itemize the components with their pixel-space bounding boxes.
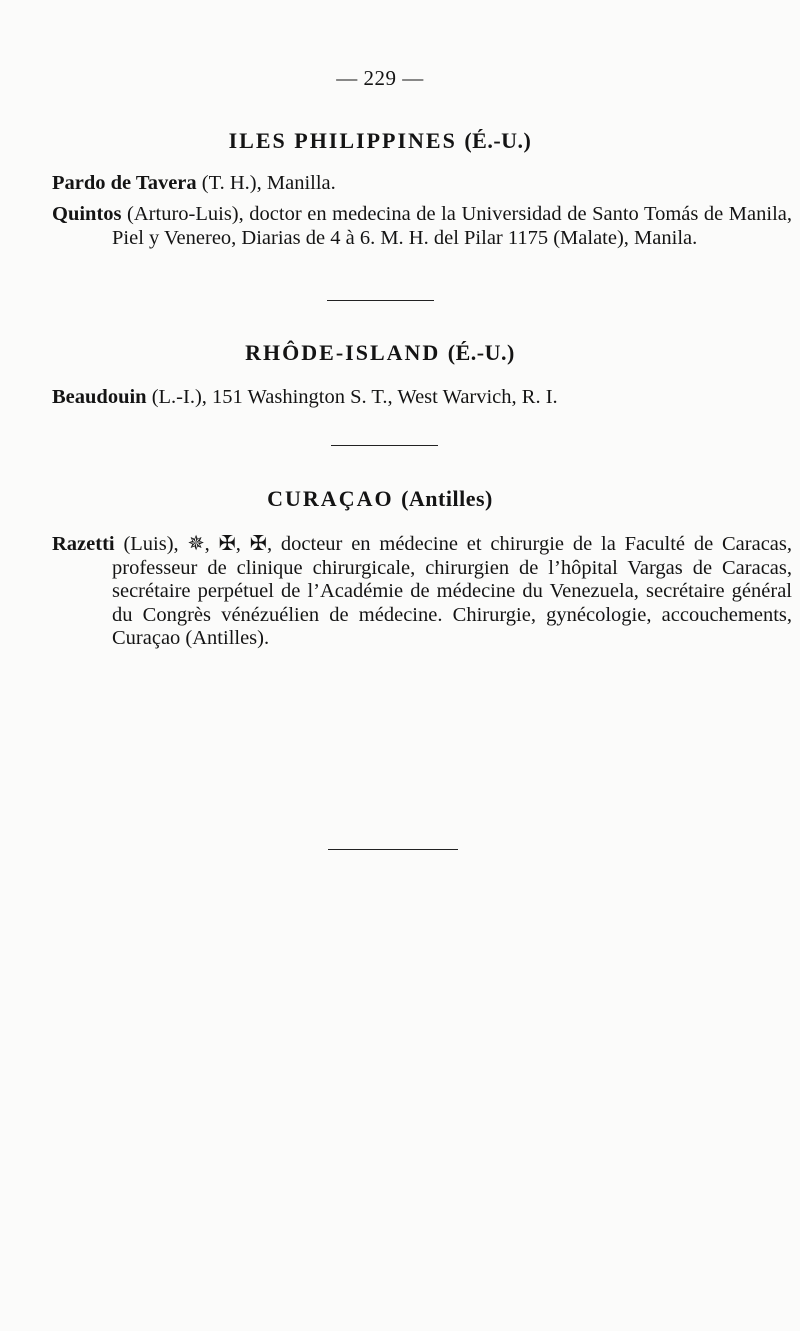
entry-text: (Arturo-Luis), doctor en medecina de la Universidad de Santo Tomás de Manila, Piel y Venereo, Diarias de 4 à 6. M. H. del Pilar 1175 (Malate), Manila. — [112, 203, 792, 249]
section-title-suffix: (Antilles) — [401, 486, 493, 511]
section-title-suffix: (É.-U.) — [447, 340, 515, 365]
section-divider — [327, 300, 434, 301]
section-title-curacao — [0, 486, 760, 512]
entry-beaudouin — [52, 386, 792, 410]
section-divider — [331, 445, 438, 446]
entry-pardo-de-tavera — [52, 172, 792, 196]
entry-text: (Luis), ✵, ✠, ✠, docteur en médecine et chirurgie de la Faculté de Caracas, professeur de clinique chirurgicale, chirurgien de l’hôpital Vargas de Caracas, secrétaire perpétuel de l’Académie de médecine du Venezuela, secrétaire général du Congrès vénézuélien de médecine. Chirurgie, gynécologie, accouchements, Curaçao (Antilles). — [112, 533, 792, 649]
entry-name: Razetti — [52, 533, 115, 555]
entry-text: (L.-I.), 151 Washington S. T., West Warvich, R. I. — [146, 386, 558, 408]
section-title-philippines — [0, 128, 760, 154]
entry-razetti — [52, 533, 792, 651]
section-title-rhode-island — [0, 340, 760, 366]
entry-name: Beaudouin — [52, 386, 147, 408]
section-title-text: ILES PHILIPPINES — [228, 128, 457, 153]
entry-text: (T. H.), Manilla. — [196, 172, 336, 194]
section-title-text: CURAÇAO — [267, 486, 394, 511]
section-title-text: RHÔDE-ISLAND — [245, 340, 441, 365]
end-divider — [328, 849, 458, 850]
section-title-suffix: (É.-U.) — [464, 128, 532, 153]
entry-name: Quintos — [52, 203, 122, 225]
page-number: — 229 — — [336, 66, 424, 90]
entry-quintos — [52, 203, 792, 250]
entry-name: Pardo de Tavera — [52, 172, 197, 194]
